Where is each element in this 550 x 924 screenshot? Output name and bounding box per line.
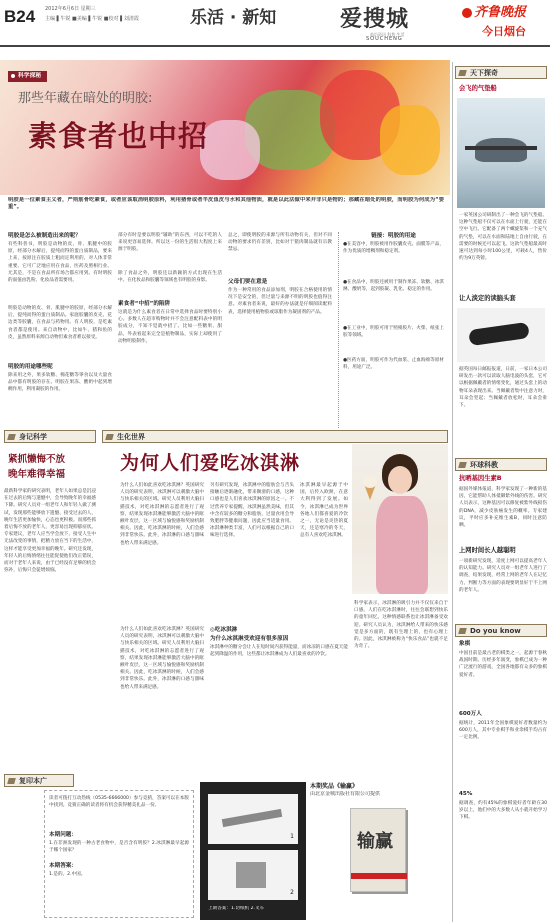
lead-col-1 [8, 232, 112, 428]
right-subhead: 600万人 [459, 711, 482, 717]
film-caption: 上期答案：1.切纸机 2.叉车 [208, 906, 265, 911]
header-rule [0, 45, 550, 47]
subhead: 为什么冰淇淋受欢迎有很多原因 [210, 636, 289, 642]
icecream-col-2: 另有研究发现，冰淇淋中的脂肪会与舌头接触后逐渐融化，带来顺滑的口感，这种口感也是人们喜欢冰淇淋的原因之一。不过营养专家提醒，冰淇淋虽然美味，但其中含有较多的糖分和脂肪，过量食用会导致肥胖等健康问题，因此应当适量食用。冰淇淋种类丰富，人们可以根据自己的口味进行选择。 [210, 483, 294, 539]
right-section-head-2: 环球科教 [455, 458, 547, 471]
lead-headline: 素食者也中招 [28, 119, 209, 153]
icecream-scoop [363, 476, 377, 488]
right-title-1: 会飞的气垫船 [459, 85, 497, 92]
film-frame-2 [208, 850, 298, 900]
forklift-shape [236, 862, 266, 888]
sidebar-title: 链接：明胶的用途 [371, 233, 416, 239]
health-section-head: 身记科学 [4, 430, 96, 443]
paragraph: 除来用之外，果多软糖、棉花糖等零食以及大量食品中都有明胶的存在。明胶在果冻、酸奶中起到增稠作用，利用凝胶的作用。 [8, 373, 112, 393]
film-frame-1 [208, 794, 298, 844]
bottom-section [4, 772, 448, 922]
book-head: 本期奖品《输赢》 [310, 783, 359, 790]
health-headline: 紧抓懒悔不放 晚年难得幸福 [8, 454, 66, 480]
right-section-head-3: Do you know [455, 624, 547, 637]
headset-band [468, 322, 530, 346]
paragraph: 这就是为什么素食者在日常中选择食品时要特别小心。多数人在超市购物时并不会注意配料表中的明胶成分，不知不觉就中招了。比如一些糖果、甜品，外表看起来完全是植物制品，实际上却使用了动物明胶制作。 [118, 310, 222, 344]
brand-logo [322, 2, 442, 57]
lead-col-2 [118, 232, 222, 428]
right-paragraph: 据调查，约有45%的象棋爱好者年龄在30岁以上，他们中的大多数人从小就开始学习下棋。 [459, 801, 547, 821]
right-column [452, 62, 548, 922]
book-prize [310, 782, 448, 920]
quiz-answers: 1.是的。2.中国。 [49, 872, 86, 877]
book-cover [350, 808, 406, 892]
quiz-answer-label: 本期答案： [49, 863, 77, 869]
icecream-section-head: 生化世界 [102, 430, 448, 443]
headset-photo [457, 308, 545, 362]
right-title-4: 上网时间长人越聪明 [459, 547, 516, 554]
right-body-1: 一家英国公司研制出了一种会飞的气垫船。这种气垫船不仅可以在水面上行驶，还能在空中飞行。它配备了两个螺旋桨和一个充气的气垫，可以在水面和陆地上自由行驶，在需要的时候还可以起飞。这款气垫船最高时速可达到每小时100公里，可载4人，售价约为9万英镑。 [459, 213, 547, 262]
icecream-col-4: 科学家表示，冰淇淋的吸引力并不仅仅来自于口感。人们在吃冰淇淋时，往往会联想到快乐的童年回忆，这种情感联系也让冰淇淋备受欢迎。研究人员认为，冰淇淋给人带来的快乐感觉是多方面的，既有生理上的，也有心理上的。因此，冰淇淋被称为“快乐食品”也就不足为奇了。 [354, 601, 448, 650]
paragraph: 冰淇淋最早起源于中国，后传入欧洲，在意大利得到了发展。如今，冰淇淋已成为世界各地人们都喜爱的冷饮之一，无论是炎热的夏天，还是寒冷的冬天，总有人喜欢吃冰淇淋。 [300, 483, 348, 539]
editors-line: 主编 ▌牛锐 ■美编 ▌牛锐 ■校对 ▌刘清霞 [45, 16, 139, 22]
paragraph: 部分有时是要以明胶“辅助”的东西，可以不吃的人来说更容易选择。所以这一份的生活很大程度上来源于明胶。 [118, 233, 222, 253]
icecream-col-3b [210, 626, 348, 770]
right-subhead: 45% [459, 791, 473, 797]
right-paragraph: 中国目前是最古老的棋类之一，起源于春秋战国时期。历经多年演变，象棋已成为一种广泛流行的游戏，全国各地都有众多的象棋爱好者。 [459, 651, 547, 678]
quiz-question-label: 本期问题： [49, 832, 77, 838]
brand-tag: 前沿资讯 科普 生活 [370, 32, 405, 37]
right-paragraph: 据统计，2011年全国象棋爱好者数量约为600万人，其中专业棋手和业余棋手均占有一定比例。 [459, 721, 547, 741]
right-title-2: 让人淡定的读脑头套 [459, 295, 516, 302]
icecream-headline: 为何人们爱吃冰淇淋 [120, 452, 301, 474]
hovercraft-photo [457, 98, 545, 208]
paper-logo-name: 齐鲁晚报 [474, 5, 527, 20]
book-sub: 由北京金城出版社有限公司提供 [310, 791, 381, 797]
paper-logo-icon [462, 8, 472, 18]
health-body: 最新科学家的研究表明，老年人如果总是沉浸在过去的后悔与遗憾中，会导致晚年的幸福感下降。研究人员对一组老年人和年轻人做了测试，发现那些能够放下遗憾、接受过去的人，晚年生活更加愉快，心态也更积极。而那些抓着后悔不放的老年人，更容易出现抑郁症状。专家建议，老年人应当学会放下，接受人生中无法改变的事情，把精力放在当下的生活中，这样才能享受更加幸福的晚年。研究还发现，年轻人的后悔情绪往往能促使他们改正错误，而对于老年人来说，由于已经没有足够的机会弥补，后悔只会徒增烦恼。 [4, 489, 96, 574]
health-article [4, 430, 96, 772]
brand-small: SOUCHENG [366, 36, 403, 42]
icecream-col-1: 为什么人们如此喜欢吃冰淇淋？英国研究人员的研究表明，冰淇淋可以刺激大脑中与快乐相关的区域。研究人员利用大脑扫描技术，对吃冰淇淋的志愿者进行了观察，结果发现冰淇淋能够激活大脑中的眶额叶皮层，这一区域与愉悦感和奖励机制相关。因此，吃冰淇淋的时候，人们会感到非常快乐。此外，冰淇淋的口感与甜味也给人带来满足感。 [120, 483, 204, 546]
section-title: 乐活 · 新知 [190, 8, 277, 28]
bottom-section-head: 复印本广 [4, 774, 74, 787]
right-section-head-1: 天下探奇 [455, 66, 547, 79]
paper-edition: 今日烟台 [482, 25, 526, 38]
lead-tag: 科学探秘 [8, 71, 47, 82]
hovercraft-body [475, 138, 527, 162]
book-stripe [351, 873, 407, 879]
book-title: 输赢 [357, 831, 393, 852]
paragraph: ●在美容中，明胶被用作胶囊皮壳、面膜等产品，作为优质的增稠剂和稳定剂。 [343, 242, 444, 255]
icecream-photo [352, 444, 448, 594]
lead-article [0, 60, 450, 430]
icecream-col-1b: 为什么人们如此喜欢吃冰淇淋？英国研究人员的研究表明，冰淇淋可以刺激大脑中与快乐相关的区域。研究人员利用大脑扫描技术，对吃冰淇淋的志愿者进行了观察，结果发现冰淇淋能够激活大脑中的眶额叶皮层，这一区域与愉悦感和奖励机制相关。因此，吃冰淇淋的时候，人们会感到非常快乐。此外，冰淇淋的口感与甜味也给人带来满足感。 [120, 627, 204, 690]
paper-logo [462, 4, 550, 38]
right-body-3: 据国外媒体报道，科学家发现了一种新的基因，它能帮助人体抵御紫外线的伤害。研究人员表示，这种基因可以修复被紫外线损伤的DNA，减少皮肤癌发生的概率。专家建议，平时应多补充维生素B，同时注意防晒。 [459, 487, 547, 529]
woman-face [388, 466, 412, 494]
right-body-2: 据英国每日邮报报道，日前，一家日本公司研发出一款可以读取人脑电波的头套，它可以根据佩戴者的情绪变化，通过头套上的动物耳朵表现出来。当佩戴者集中注意力时，耳朵会竖起；当佩戴者放松时，耳朵会垂下。 [459, 367, 547, 409]
brand-big: 爱搜城 [340, 7, 410, 32]
film-frame-number: 1 [290, 833, 294, 841]
film-frame-number: 2 [290, 889, 294, 897]
lead-col-3 [228, 232, 332, 428]
subhead: 明胶的用途哪些呢 [8, 364, 53, 370]
paragraph: 明胶是动物的皮、骨、肌腱中的胶原，经部分水解后，提纯而得的蛋白质制品。家庭胶囊的皮壳、花边类等胶囊，在食品与药物用。有人明胶，是吃素食者都是使用。来自动物中，比如牛、猪和鱼的皮，虽然原料来源自动物但素食者难以接受。 [8, 306, 112, 340]
paragraph: 冰淇淋中的糖分会让人在短时间内获得能量，而冰凉的口感在夏天能起到降温的作用，这些都让冰淇淋成为人们最喜欢的冷饮。 [210, 645, 348, 658]
paragraph: 有些科普书，明胶是动物的皮、骨、肌腱中的胶原，经部分水解后，提纯而得的蛋白质制品，要来上来，按原注在胶质上粗而定利用的，对人体非常重要。它可广泛地应用在食品，医药及照相行业。尤其是，不是在食品所有场合都应用到。有时明胶的面值由乳粉、化妆品者需要用。 [8, 242, 112, 284]
quiz-box [44, 790, 194, 918]
lead-summary: 明胶是一位素食主义者，严则筋骨吃素食，或者应该取消明胶原料，利用猪骨或者羊皮鱼皮与水和其他物质，就是以此法做中来并非只是物的；那藏在暗处的明胶，而明胶为何成为“要重”。 [8, 197, 444, 211]
paragraph: 总之，即使明胶的来源与所有动物有关，但对不同动物的要求仍有差别，比如对于猪肉制品就有宗教禁忌。 [228, 233, 332, 253]
jelly-shape [200, 120, 260, 180]
woman-dress [376, 496, 428, 594]
subhead: 素食者“中招”的陷阱 [118, 301, 171, 307]
right-title-3: 抗晒基因生素B [459, 475, 502, 482]
right-body-4: 一项新研究发现，适度上网可以提高老年人的认知能力。研究人员对一组老年人进行了调查，结果发现，经常上网的老年人在记忆力、判断力等方面的表现要明显好于不上网的老年人。 [459, 559, 547, 593]
subhead: 父母们要在意是 [228, 279, 268, 285]
icecream-article [102, 430, 448, 772]
page-number: B24 [4, 7, 36, 26]
date-line: 2012年6月6日 星期三 [45, 6, 96, 12]
knife-shape [222, 809, 282, 827]
lead-sidebar [338, 232, 444, 428]
quiz-intro: 读者可拨打互动热线（0535-6666000）参与竞猜，答案可以在本版中找到。竞猜正确的读者将有机会获得精美礼品一份。 [49, 796, 189, 809]
jelly-shape [380, 105, 440, 175]
subhead: 明胶是怎么被制造出来的呢？ [8, 233, 81, 239]
subhead: ◎吃冰淇淋 [210, 627, 238, 633]
right-subhead: 象棋 [459, 641, 471, 647]
paragraph: ●在工业中，明胶可用于照相胶片、火柴、纸张上胶等领域。 [343, 326, 444, 339]
lead-kicker: 那些年藏在暗处的明胶: [18, 91, 153, 106]
hovercraft-wing [465, 146, 537, 150]
paragraph: 作为一种常用的食品添加剂，明胶在合格使用的情况下是安全的，但过量与来源不明的明胶也值得注意。对素食者来说，最好的办法就是仔细阅读配料表，选择使用植物胶或琼脂作为凝固剂的产品。 [228, 288, 332, 315]
paragraph: ●在食品中，明胶还被用于制作果冻、软糖、冰淇淋、酸奶等，起到胶凝、乳化、稳定的作用。 [343, 280, 444, 293]
paragraph: ●医药方面，明胶可作为代血浆、止血海绵等原材料，用途广泛。 [343, 358, 444, 371]
paragraph: 除了食品之外，明胶还以新颖的方式出现在生活中。在化妆品和胶囊等领域也有明胶的身影。 [118, 271, 222, 284]
page-header [0, 0, 550, 62]
film-strip [200, 782, 306, 920]
quiz-questions: 1.在非洲发现的一种古老食物中，是否含有明胶？2.冰淇淋最早起源于哪个国家？ [49, 841, 189, 854]
